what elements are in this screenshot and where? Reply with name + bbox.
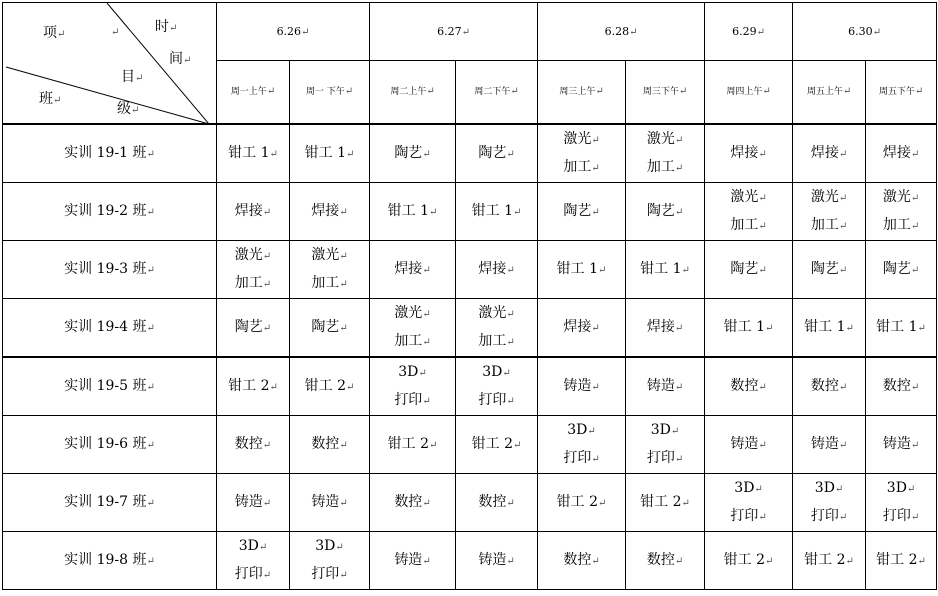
class-name-cell: 实训 19-4 班↵ <box>3 299 217 358</box>
course-line: 陶艺↵ <box>563 202 600 219</box>
course-cell <box>866 183 937 241</box>
course-line: 激光↵ <box>810 188 848 205</box>
course-line: 数控↵ <box>646 551 684 568</box>
class-name-cell: 实训 19-8 班↵ <box>3 532 217 590</box>
course-line: 焊接↵ <box>810 144 848 161</box>
course-line: 3D↵ <box>482 363 511 380</box>
return-mark: ↵ <box>678 86 688 97</box>
course-line: 钳工 2↵ <box>723 551 774 568</box>
course-cell <box>290 532 370 590</box>
course-cell <box>866 241 937 299</box>
course-line: 3D↵ <box>734 479 763 496</box>
course-line: 铸造↵ <box>810 435 848 452</box>
course-cell <box>866 299 937 358</box>
course-cell <box>705 357 793 416</box>
course-cell <box>217 299 290 358</box>
course-line: 陶艺↵ <box>234 318 272 335</box>
course-line: 激光↵ <box>311 246 348 263</box>
course-cell <box>626 357 705 416</box>
course-line: 3D↵ <box>814 479 844 496</box>
course-line: 陶艺↵ <box>646 202 684 219</box>
course-line: 激光↵ <box>882 188 920 205</box>
course-cell <box>370 124 456 183</box>
course-line: 激光↵ <box>234 246 272 263</box>
course-cell <box>793 532 866 590</box>
course-line: 陶艺↵ <box>730 260 767 277</box>
corner-label-ban: 班↵ <box>39 91 62 107</box>
course-cell <box>538 124 626 183</box>
date-header: 6.29↵ <box>705 3 793 61</box>
table-row <box>3 357 937 416</box>
class-name-cell: 实训 19-5 班↵ <box>3 357 217 416</box>
course-line: 焊接↵ <box>394 260 431 277</box>
course-line: 加工↵ <box>563 158 600 175</box>
course-line: 铸造↵ <box>478 551 515 568</box>
course-line: 打印↵ <box>563 449 600 466</box>
course-line: 数控↵ <box>563 551 600 568</box>
course-cell <box>866 357 937 416</box>
session-header: 周三上午↵ <box>538 61 626 125</box>
course-cell <box>456 474 538 532</box>
course-cell <box>370 532 456 590</box>
course-cell <box>456 241 538 299</box>
course-cell <box>217 474 290 532</box>
course-line: 打印↵ <box>730 507 767 524</box>
course-line: 3D↵ <box>886 479 916 496</box>
course-cell <box>538 532 626 590</box>
return-mark: ↵ <box>914 86 924 97</box>
course-line: 焊接↵ <box>563 318 600 335</box>
course-line: 打印↵ <box>478 391 515 408</box>
date-header: 6.28↵ <box>538 3 705 61</box>
course-line: 钳工 2↵ <box>804 551 854 568</box>
course-cell <box>370 474 456 532</box>
table-row <box>3 183 937 241</box>
course-cell <box>793 183 866 241</box>
course-line: 3D↵ <box>567 421 596 438</box>
course-line: 铸造↵ <box>234 493 272 510</box>
corner-label-mu: 目↵ <box>121 69 144 85</box>
corner-label-xiang: 项↵ <box>43 25 66 41</box>
course-cell <box>370 357 456 416</box>
table-row <box>3 474 937 532</box>
return-mark: ↵ <box>762 86 771 97</box>
course-cell <box>538 183 626 241</box>
course-line: 打印↵ <box>646 449 684 466</box>
corner-label-ji: 级↵ <box>117 101 140 117</box>
course-line: 数控↵ <box>311 435 348 452</box>
course-line: 数控↵ <box>810 377 848 394</box>
session-header: 周二下午↵ <box>456 61 538 125</box>
course-cell <box>456 416 538 474</box>
course-line: 激光↵ <box>394 304 431 321</box>
course-cell <box>290 241 370 299</box>
session-header: 周五上午↵ <box>793 61 866 125</box>
course-cell <box>538 474 626 532</box>
course-cell <box>705 241 793 299</box>
table-row <box>3 124 937 183</box>
course-line: 3D↵ <box>398 363 427 380</box>
return-mark: ↵ <box>510 86 519 97</box>
class-name-cell: 实训 19-7 班↵ <box>3 474 217 532</box>
course-line: 加工↵ <box>730 216 767 233</box>
course-cell <box>705 183 793 241</box>
course-cell <box>370 183 456 241</box>
course-line: 加工↵ <box>234 274 272 291</box>
course-line: 铸造↵ <box>882 435 920 452</box>
course-cell <box>290 474 370 532</box>
course-cell <box>626 241 705 299</box>
course-line: 加工↵ <box>394 332 431 349</box>
course-cell <box>705 416 793 474</box>
schedule-table <box>2 2 937 590</box>
session-header: 周五下午↵ <box>866 61 937 125</box>
course-line: 加工↵ <box>882 216 920 233</box>
course-cell <box>290 299 370 358</box>
course-line: 钳工 2↵ <box>471 435 522 452</box>
class-name-cell: 实训 19-2 班↵ <box>3 183 217 241</box>
course-line: 钳工 1↵ <box>804 318 854 335</box>
course-cell <box>705 299 793 358</box>
course-line: 激光↵ <box>646 130 684 147</box>
return-mark: ↵ <box>842 86 852 97</box>
course-cell <box>626 299 705 358</box>
class-name-cell: 实训 19-3 班↵ <box>3 241 217 299</box>
course-cell <box>217 532 290 590</box>
course-cell <box>456 124 538 183</box>
class-name-cell: 实训 19-6 班↵ <box>3 416 217 474</box>
corner-return-mark: ↵ <box>111 27 120 38</box>
course-line: 钳工 1↵ <box>387 202 438 219</box>
course-cell <box>626 416 705 474</box>
course-line: 加工↵ <box>311 274 348 291</box>
course-cell <box>866 474 937 532</box>
date-header: 6.27↵ <box>370 3 538 61</box>
course-line: 数控↵ <box>478 493 515 510</box>
course-line: 铸造↵ <box>646 377 684 394</box>
course-line: 钳工 1↵ <box>640 260 690 277</box>
course-line: 铸造↵ <box>730 435 767 452</box>
course-line: 陶艺↵ <box>810 260 848 277</box>
course-line: 加工↵ <box>646 158 684 175</box>
course-cell <box>456 299 538 358</box>
session-header: 周三下午↵ <box>626 61 705 125</box>
table-row <box>3 241 937 299</box>
course-line: 钳工 1↵ <box>556 260 607 277</box>
course-line: 陶艺↵ <box>882 260 920 277</box>
course-cell <box>626 183 705 241</box>
course-line: 3D↵ <box>238 537 268 554</box>
course-line: 铸造↵ <box>311 493 348 510</box>
table-row <box>3 532 937 590</box>
course-cell <box>370 416 456 474</box>
table-row <box>3 299 937 358</box>
return-mark: ↵ <box>266 86 276 97</box>
course-cell <box>538 416 626 474</box>
session-header: 周一上午↵ <box>217 61 290 125</box>
date-header: 6.26↵ <box>217 3 370 61</box>
header-date-row <box>3 3 937 61</box>
course-cell <box>705 532 793 590</box>
return-mark: ↵ <box>344 86 354 97</box>
course-line: 打印↵ <box>882 507 920 524</box>
course-line: 焊接↵ <box>234 202 272 219</box>
course-line: 打印↵ <box>394 391 431 408</box>
course-cell <box>626 474 705 532</box>
class-name-cell: 实训 19-1 班↵ <box>3 124 217 183</box>
return-mark: ↵ <box>426 86 435 97</box>
course-cell <box>217 183 290 241</box>
course-line: 钳工 2↵ <box>556 493 607 510</box>
course-line: 加工↵ <box>478 332 515 349</box>
course-line: 钳工 2↵ <box>304 377 355 394</box>
course-cell <box>217 416 290 474</box>
course-cell <box>217 124 290 183</box>
course-cell <box>705 474 793 532</box>
course-line: 数控↵ <box>394 493 431 510</box>
course-line: 钳工 1↵ <box>471 202 522 219</box>
date-header: 6.30↵ <box>793 3 937 61</box>
course-cell <box>793 357 866 416</box>
course-line: 3D↵ <box>315 537 344 554</box>
course-line: 焊接↵ <box>646 318 684 335</box>
course-line: 打印↵ <box>311 565 348 582</box>
course-cell <box>456 357 538 416</box>
course-cell <box>866 124 937 183</box>
course-line: 数控↵ <box>882 377 920 394</box>
course-line: 激光↵ <box>563 130 600 147</box>
course-line: 陶艺↵ <box>311 318 348 335</box>
course-line: 打印↵ <box>810 507 848 524</box>
return-mark: ↵ <box>595 86 604 97</box>
course-line: 钳工 1↵ <box>876 318 926 335</box>
course-line: 钳工 1↵ <box>304 144 355 161</box>
course-cell <box>290 357 370 416</box>
course-cell <box>290 416 370 474</box>
course-cell <box>370 299 456 358</box>
course-line: 加工↵ <box>810 216 848 233</box>
course-cell <box>626 124 705 183</box>
course-line: 钳工 2↵ <box>387 435 438 452</box>
course-cell <box>626 532 705 590</box>
corner-header-cell <box>3 3 217 125</box>
corner-label-jian: 间↵ <box>169 51 192 67</box>
session-header: 周一 下午↵ <box>290 61 370 125</box>
session-header: 周四上午↵ <box>705 61 793 125</box>
course-cell <box>290 183 370 241</box>
course-line: 3D↵ <box>650 421 680 438</box>
course-cell <box>538 299 626 358</box>
course-line: 数控↵ <box>234 435 272 452</box>
course-cell <box>538 241 626 299</box>
course-line: 陶艺↵ <box>478 144 515 161</box>
course-line: 打印↵ <box>234 565 272 582</box>
course-line: 焊接↵ <box>311 202 348 219</box>
course-cell <box>290 124 370 183</box>
course-line: 激光↵ <box>478 304 515 321</box>
course-cell <box>217 357 290 416</box>
course-cell <box>538 357 626 416</box>
course-line: 焊接↵ <box>730 144 767 161</box>
course-cell <box>866 416 937 474</box>
course-line: 钳工 1↵ <box>228 144 278 161</box>
course-line: 陶艺↵ <box>394 144 431 161</box>
course-cell <box>793 124 866 183</box>
course-line: 铸造↵ <box>394 551 431 568</box>
table-row <box>3 416 937 474</box>
course-line: 激光↵ <box>730 188 767 205</box>
course-cell <box>866 532 937 590</box>
course-cell <box>793 474 866 532</box>
course-cell <box>456 183 538 241</box>
course-cell <box>217 241 290 299</box>
course-cell <box>456 532 538 590</box>
course-cell <box>370 241 456 299</box>
course-line: 铸造↵ <box>563 377 600 394</box>
course-line: 数控↵ <box>730 377 767 394</box>
course-line: 钳工 2↵ <box>876 551 926 568</box>
course-line: 钳工 2↵ <box>228 377 278 394</box>
course-cell <box>793 416 866 474</box>
session-header: 周二上午↵ <box>370 61 456 125</box>
course-cell <box>705 124 793 183</box>
corner-label-shi: 时↵ <box>155 19 178 35</box>
course-line: 钳工 2↵ <box>640 493 690 510</box>
course-line: 焊接↵ <box>882 144 920 161</box>
course-line: 焊接↵ <box>478 260 515 277</box>
course-cell <box>793 241 866 299</box>
course-line: 钳工 1↵ <box>723 318 774 335</box>
course-cell <box>793 299 866 358</box>
